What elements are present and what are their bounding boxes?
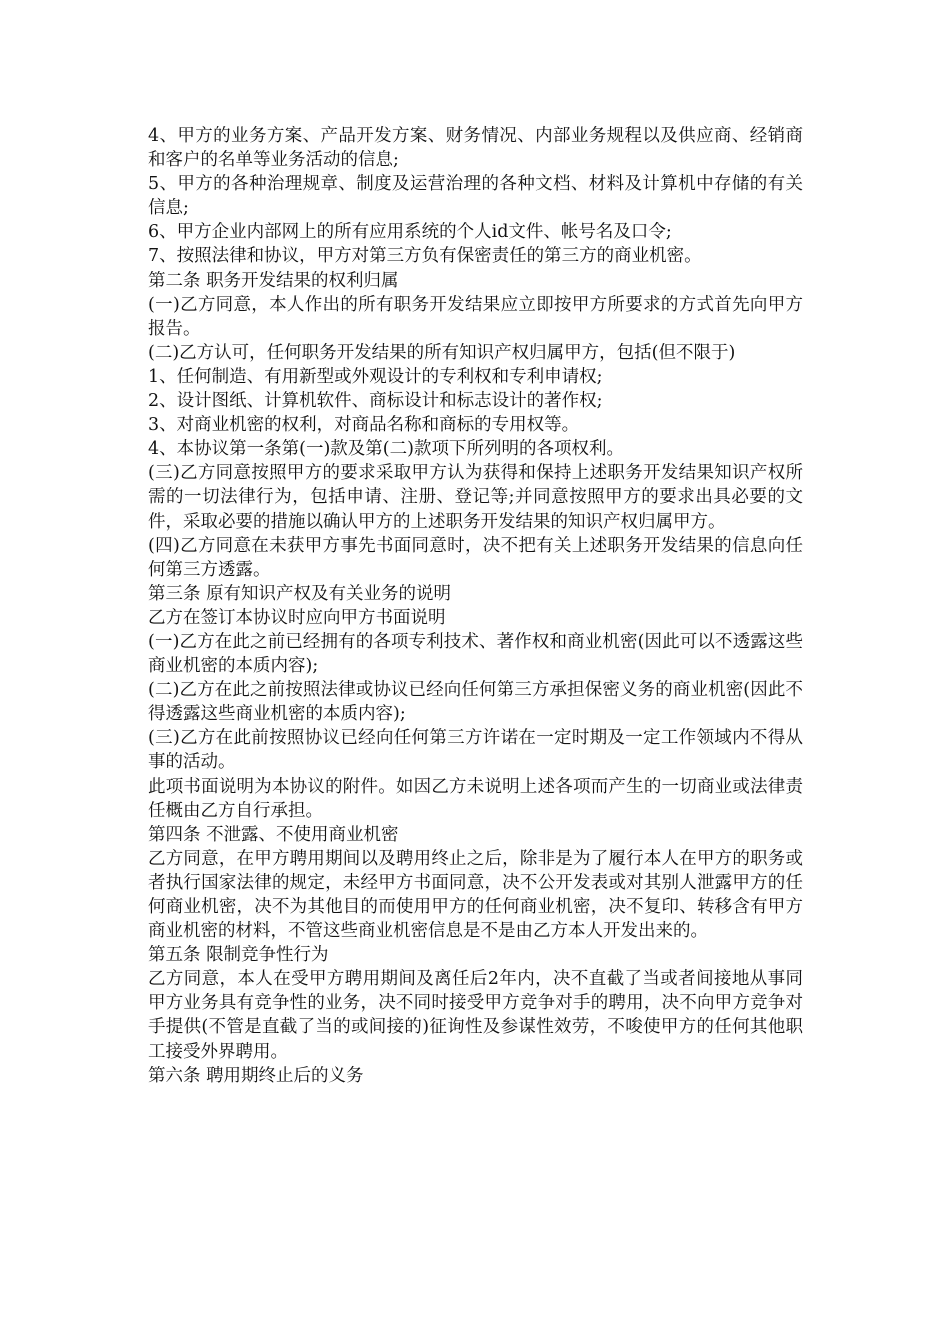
article-3-clause-1: (一)乙方在此之前已经拥有的各项专利技术、著作权和商业机密(因此可以不透露这些商业机密的本质内容); (148, 631, 803, 677)
article-5-heading: 第五条 限制竞争性行为 (148, 945, 329, 966)
article-2-item-3: 3、对商业机密的权利，对商品名称和商标的专用权等。 (148, 415, 580, 436)
paragraph-item-5: 5、甲方的各种治理规章、制度及运营治理的各种文档、材料及计算机中存储的有关信息; (148, 174, 803, 219)
paragraph-item-7: 7、按照法律和协议，甲方对第三方负有保密责任的第三方的商业机密。 (148, 246, 702, 267)
article-2-clause-4: (四)乙方同意在未获甲方事先书面同意时，决不把有关上述职务开发结果的信息向任何第三方透露。 (148, 535, 803, 580)
article-2-item-2: 2、设计图纸、计算机软件、商标设计和标志设计的著作权; (148, 391, 603, 412)
article-5-body: 乙方同意，本人在受甲方聘用期间及离任后2年内，决不直截了当或者间接地从事同甲方业务具有竞争性的业务，决不同时接受甲方竞争对手的聘用，决不向甲方竞争对手提供(不管是直截了当的或间接的)征询性及参谋性效劳，不唆使甲方的任何其他职工接受外界聘用。 (148, 969, 803, 1062)
article-2-clause-2: (二)乙方认可，任何职务开发结果的所有知识产权归属甲方，包括(但不限于) (148, 342, 736, 363)
article-3-heading: 第三条 原有知识产权及有关业务的说明 (148, 583, 452, 604)
article-2-heading: 第二条 职务开发结果的权利归属 (148, 270, 399, 291)
paragraph-item-6: 6、甲方企业内部网上的所有应用系统的个人id文件、帐号名及口令; (148, 222, 672, 243)
article-3-clause-2: (二)乙方在此之前按照法律或协议已经向任何第三方承担保密义务的商业机密(因此不得透露这些商业机密的本质内容); (148, 680, 803, 725)
article-6-heading: 第六条 聘用期终止后的义务 (148, 1065, 364, 1086)
article-2-clause-3: (三)乙方同意按照甲方的要求采取甲方认为获得和保持上述职务开发结果知识产权所需的一切法律行为，包括申请、注册、登记等;并同意按照甲方的要求出具必要的文件，采取必要的措施以确认甲方的上述职务开发结果的知识产权归属甲方。 (148, 463, 803, 532)
article-3-clause-3: (三)乙方在此前按照协议已经向任何第三方许诺在一定时期及一定工作领域内不得从事的活动。 (148, 728, 803, 773)
article-4-heading: 第四条 不泄露、不使用商业机密 (148, 824, 399, 845)
article-3-note: 此项书面说明为本协议的附件。如因乙方未说明上述各项而产生的一切商业或法律责任概由乙方自行承担。 (148, 776, 803, 821)
paragraph-item-4: 4、甲方的业务方案、产品开发方案、财务情况、内部业务规程以及供应商、经销商和客户的名单等业务活动的信息; (148, 126, 803, 171)
article-2-item-4: 4、本协议第一条第(一)款及第(二)款项下所列明的各项权利。 (148, 439, 624, 460)
article-2-clause-1: (一)乙方同意，本人作出的所有职务开发结果应立即按甲方所要求的方式首先向甲方报告。 (148, 294, 803, 339)
article-3-intro: 乙方在签订本协议时应向甲方书面说明 (148, 607, 446, 628)
article-4-body: 乙方同意，在甲方聘用期间以及聘用终止之后，除非是为了履行本人在甲方的职务或者执行国家法律的规定，未经甲方书面同意，决不公开发表或对其别人泄露甲方的任何商业机密，决不为其他目的而使用甲方的任何商业机密，决不复印、转移含有甲方商业机密的材料，不管这些商业机密信息是不是由乙方本人开发出来的。 (148, 848, 803, 942)
article-2-item-1: 1、任何制造、有用新型或外观设计的专利权和专利申请权; (148, 366, 603, 387)
document-page (148, 124, 803, 1088)
